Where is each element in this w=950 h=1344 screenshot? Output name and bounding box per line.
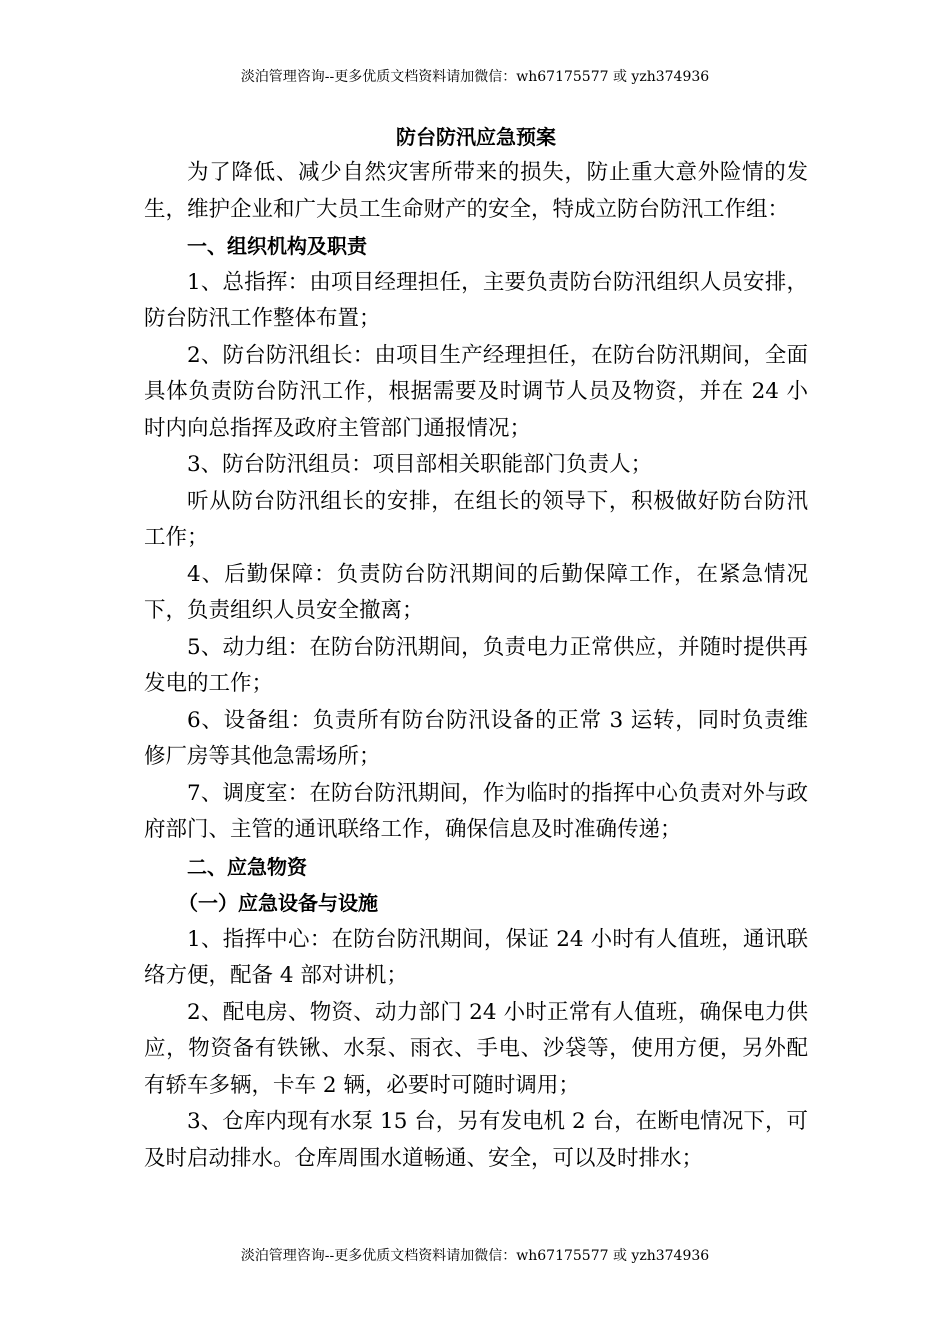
section-heading-organization: 一、组织机构及职责 [187, 234, 367, 258]
paragraph-commander: 1、总指挥：由项目经理担任，主要负责防台防汛组织人员安排，防台防汛工作整体布置； [144, 269, 808, 331]
paragraph-logistics: 4、后勤保障：负责防台防汛期间的后勤保障工作，在紧急情况下，负责组织人员安全撤离； [144, 561, 808, 623]
subsection-heading-equipment: （一）应急设备与设施 [178, 891, 378, 915]
paragraph-members-duty: 听从防台防汛组长的安排，在组长的领导下，积极做好防台防汛工作； [144, 488, 808, 550]
page-header: 淡泊管理咨询--更多优质文档资料请加微信：wh67175577 或 yzh374936 [240, 69, 710, 85]
paragraph-warehouse: 3、仓库内现有水泵 15 台，另有发电机 2 台，在断电情况下，可及时启动排水。仓库周围水道畅通、安全，可以及时排水； [144, 1109, 808, 1171]
paragraph-dispatch-room: 7、调度室：在防台防汛期间，作为临时的指挥中心负责对外与政府部门、主管的通讯联络工作，确保信息及时准确传递； [144, 780, 808, 842]
paragraph-team-members: 3、防台防汛组员：项目部相关职能部门负责人； [187, 452, 653, 477]
paragraph-team-leader: 2、防台防汛组长：由项目生产经理担任，在防台防汛期间，全面具体负责防台防汛工作，根据需要及时调节人员及物资，并在 24 小时内向总指挥及政府主管部门通报情况； [144, 342, 808, 441]
section-heading-supplies: 二、应急物资 [187, 854, 307, 879]
paragraph-power-room: 2、配电房、物资、动力部门 24 小时正常有人值班，确保电力供应，物资备有铁锹、水泵、雨衣、手电、沙袋等，使用方便，另外配有轿车多辆，卡车 2 辆，必要时可随时调用； [144, 999, 808, 1098]
paragraph-command-center: 1、指挥中心：在防台防汛期间，保证 24 小时有人值班，通讯联络方便，配备 4 部对讲机； [144, 926, 808, 988]
document-body [144, 119, 808, 1177]
paragraph-equipment-group: 6、设备组：负责所有防台防汛设备的正常 3 运转，同时负责维修厂房等其他急需场所； [144, 707, 808, 769]
document-title: 防台防汛应急预案 [396, 125, 556, 149]
intro-paragraph: 为了降低、减少自然灾害所带来的损失，防止重大意外险情的发生，维护企业和广大员工生命财产的安全，特成立防台防汛工作组： [144, 160, 808, 222]
paragraph-power-group: 5、动力组：在防台防汛期间，负责电力正常供应，并随时提供再发电的工作； [144, 634, 808, 696]
page-footer: 淡泊管理咨询--更多优质文档资料请加微信：wh67175577 或 yzh374936 [240, 1248, 710, 1264]
